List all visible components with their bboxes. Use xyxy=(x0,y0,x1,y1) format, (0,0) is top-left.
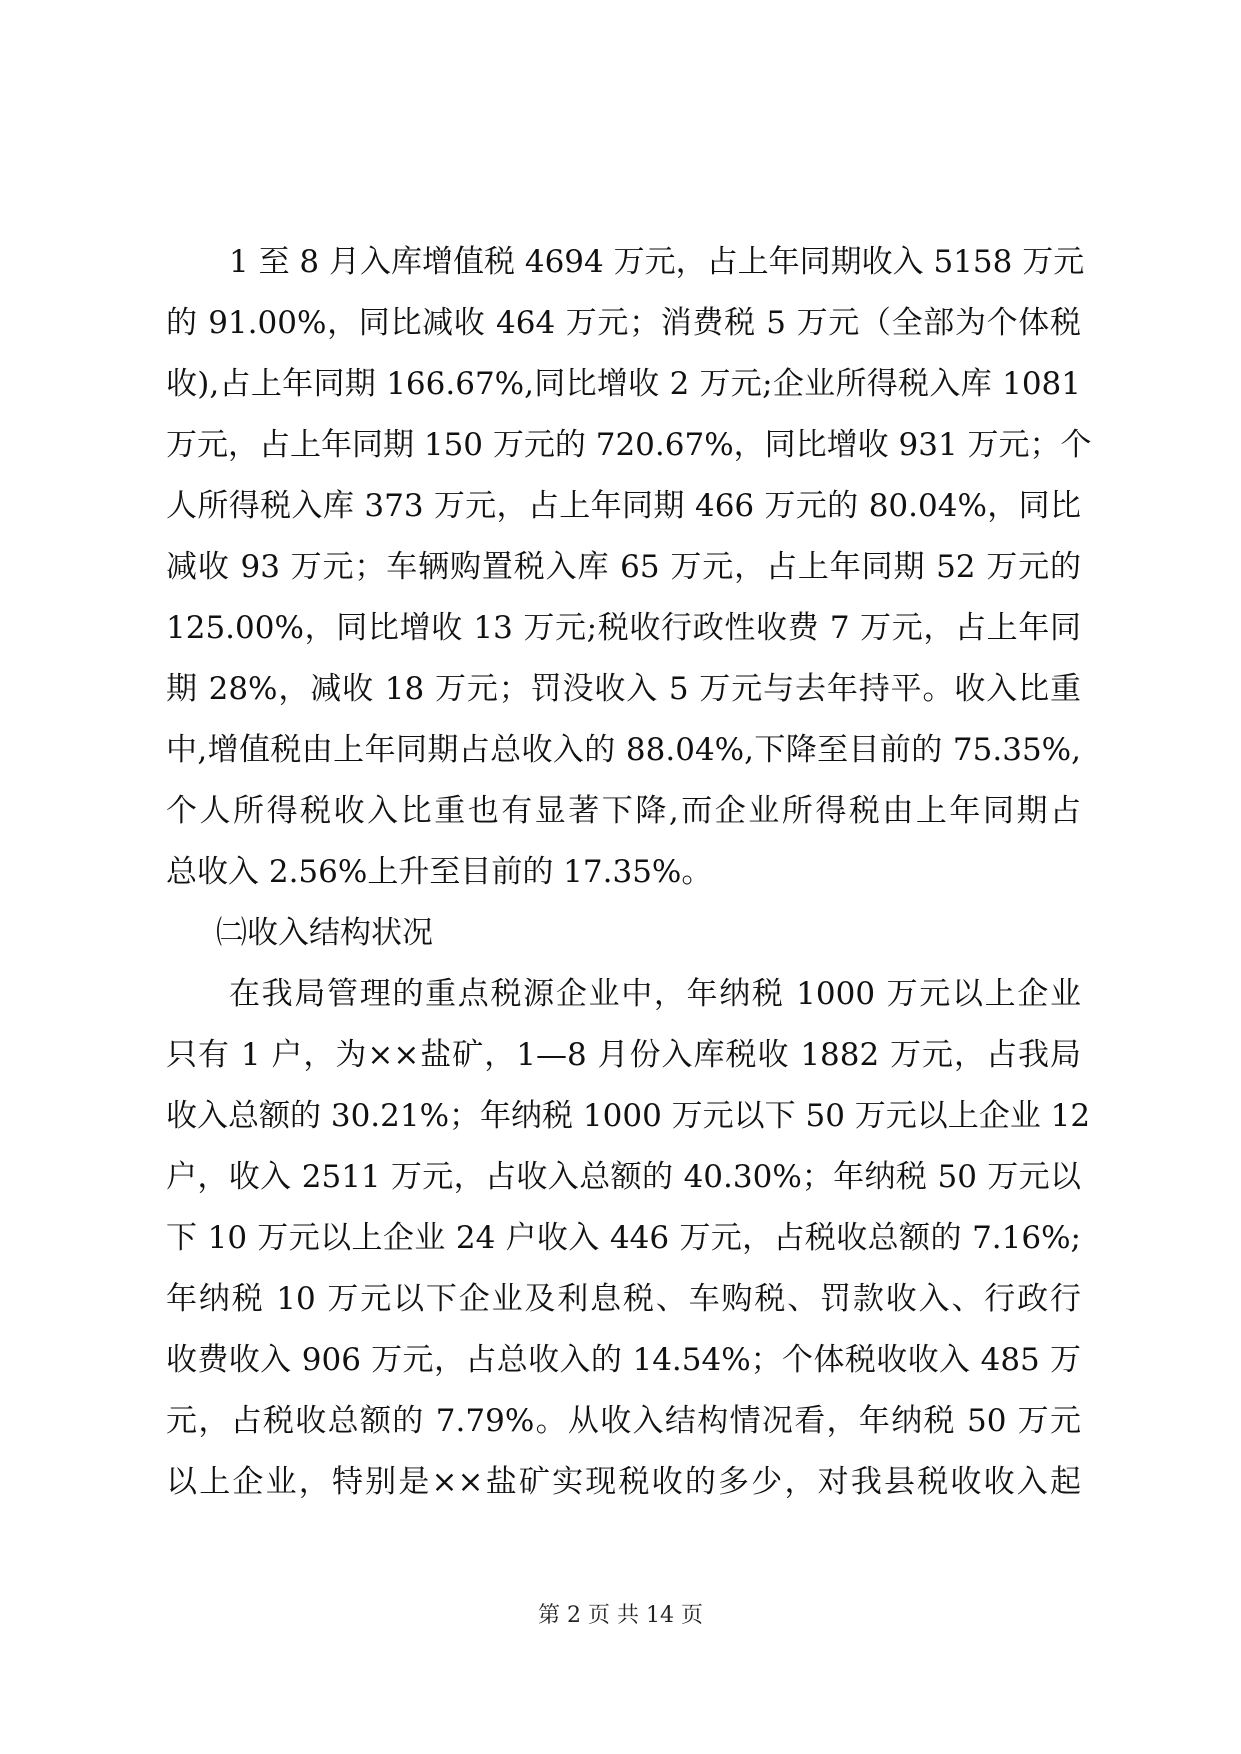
text-line: 个人所得税收入比重也有显著下降,而企业所得税由上年同期占 xyxy=(166,793,1081,829)
text-line: 元，占税收总额的 7.79%。从收入结构情况看，年纳税 50 万元 xyxy=(166,1403,1081,1439)
text-line: 中,增值税由上年同期占总收入的 88.04%,下降至目前的 75.35%, xyxy=(166,732,1081,768)
text-line: 人所得税入库 373 万元，占上年同期 466 万元的 80.04%，同比 xyxy=(166,488,1081,524)
text-line: 1 至 8 月入库增值税 4694 万元，占上年同期收入 5158 万元 xyxy=(229,244,1085,280)
text-line: 减收 93 万元；车辆购置税入库 65 万元，占上年同期 52 万元的 xyxy=(166,549,1081,585)
text-line: 年纳税 10 万元以下企业及利息税、车购税、罚款收入、行政行 xyxy=(166,1281,1081,1317)
text-line: 只有 1 户，为××盐矿，1—8 月份入库税收 1882 万元，占我局 xyxy=(166,1037,1081,1073)
text-line: 期 28%，减收 18 万元；罚没收入 5 万元与去年持平。收入比重 xyxy=(166,671,1081,707)
text-line: 收费收入 906 万元，占总收入的 14.54%；个体税收收入 485 万 xyxy=(166,1342,1081,1378)
body-text xyxy=(166,232,1092,1513)
text-line: 以上企业，特别是××盐矿实现税收的多少，对我县税收收入起 xyxy=(166,1464,1081,1500)
text-line: 125.00%，同比增收 13 万元;税收行政性收费 7 万元，占上年同 xyxy=(166,610,1081,646)
text-line: 万元，占上年同期 150 万元的 720.67%，同比增收 931 万元；个 xyxy=(166,427,1092,463)
paragraph-revenue-structure xyxy=(166,964,1091,1513)
page-number-footer: 第 2 页 共 14 页 xyxy=(538,1603,703,1628)
text-line: 下 10 万元以上企业 24 户收入 446 万元，占税收总额的 7.16%; xyxy=(166,1220,1081,1256)
text-line: 在我局管理的重点税源企业中，年纳税 1000 万元以上企业 xyxy=(229,976,1081,1012)
section-heading: ㈡收入结构状况 xyxy=(216,915,433,951)
text-line: 的 91.00%，同比减收 464 万元；消费税 5 万元（全部为个体税 xyxy=(166,305,1081,341)
text-line: 户，收入 2511 万元，占收入总额的 40.30%；年纳税 50 万元以 xyxy=(166,1159,1081,1195)
paragraph-revenue-by-tax-type xyxy=(166,232,1092,903)
text-line: 收),占上年同期 166.67%,同比增收 2 万元;企业所得税入库 1081 xyxy=(166,366,1081,402)
text-line: 收入总额的 30.21%；年纳税 1000 万元以下 50 万元以上企业 12 xyxy=(166,1098,1091,1134)
text-line: 总收入 2.56%上升至目前的 17.35%。 xyxy=(166,854,713,890)
